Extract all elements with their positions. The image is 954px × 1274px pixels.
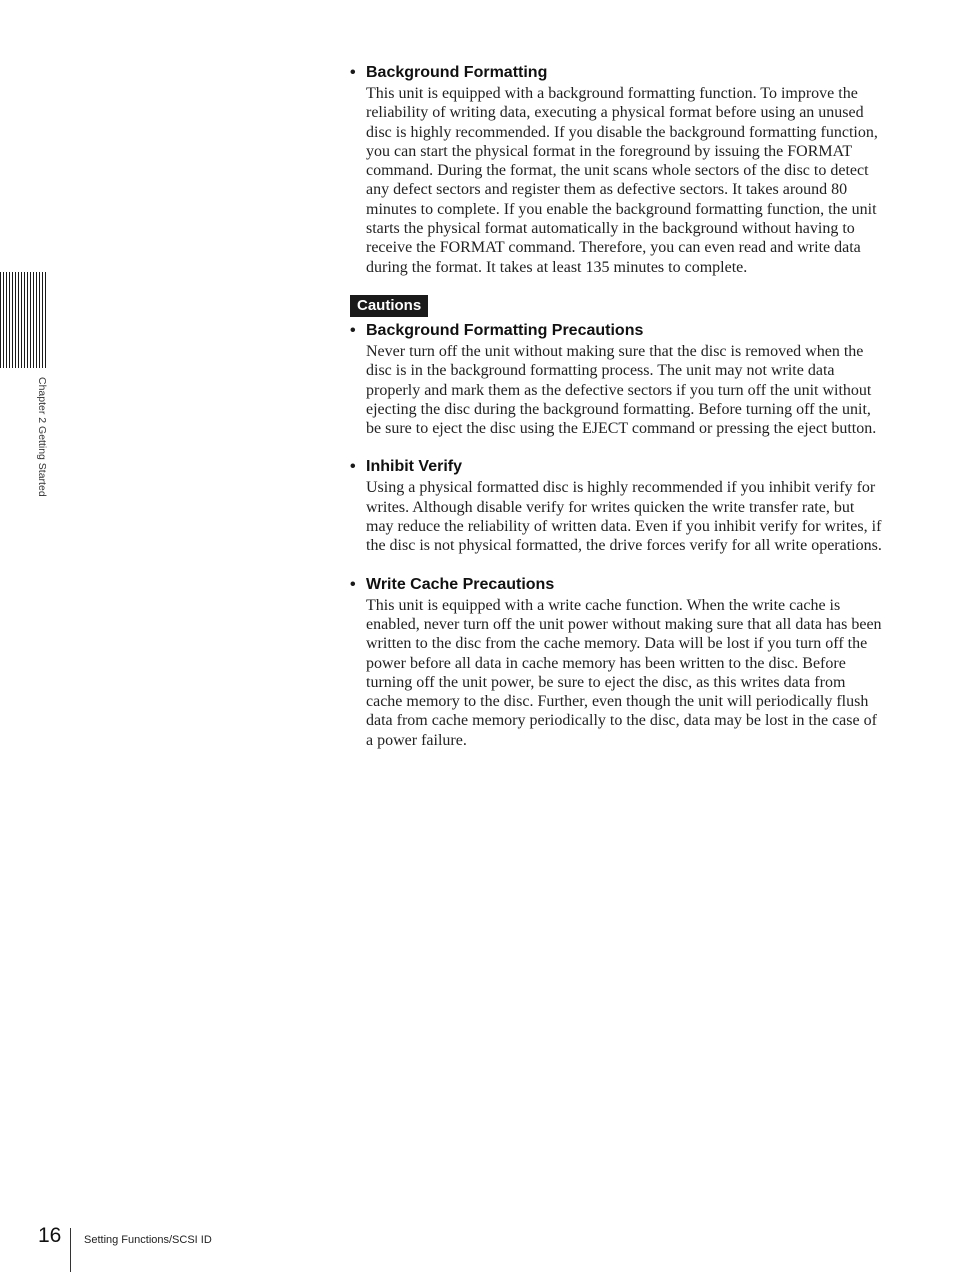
page-number: 16 bbox=[38, 1224, 62, 1247]
chapter-tab bbox=[0, 272, 48, 368]
caution-heading: Write Cache Precautions bbox=[366, 575, 555, 593]
caution-body: This unit is equipped with a write cache function. When the write cache is enabled, never turn off the unit power without making sure that all data has been written to the disc from the cache memory. Data will be lost if you turn off the power before all data in cache memory has been written to the disc. Before turning off the unit power, be sure to eject the disc, as this writes data from cache memory to the disc. Further, even though the unit will periodically flush data from cache memory periodically to the disc, data may be lost in the case of a power failure. bbox=[366, 596, 882, 749]
cautions-header bbox=[350, 295, 885, 317]
caution-body: Using a physical formatted disc is highly recommended if you inhibit verify for writes. Although disable verify for writes quicken the write transfer rate, but may reduce the reliability of written data. Even if you inhibit verify for writes, if the disc is not physical formatted, the drive forces verify for all write operations. bbox=[366, 479, 882, 555]
section-background-formatting bbox=[350, 62, 885, 277]
section-heading: Background Formatting bbox=[366, 64, 548, 81]
cautions-badge: Cautions bbox=[350, 295, 428, 317]
section-body: This unit is equipped with a background formatting function. To improve the reliability of writing data, executing a physical format before using an unused disc is highly recommended. If you disable the background formatting function, you can start the physical format in the foreground by issuing the FORMAT command. During the format, the unit scans whole sectors of the disc to detect any defect sectors and register them as defective sectors. It takes around 80 minutes to complete. If you enable the background formatting function, the unit starts the physical format automatically in the background without having to receive the FORMAT command. Therefore, you can even read and write data during the format. It takes at least 135 minutes to complete. bbox=[366, 85, 878, 276]
bullet-icon: • bbox=[350, 321, 356, 339]
bullet-icon: • bbox=[350, 575, 356, 593]
caution-write-cache-precautions bbox=[350, 574, 885, 750]
bullet-icon: • bbox=[350, 64, 356, 81]
footer-divider bbox=[70, 1228, 71, 1272]
caution-body: Never turn off the unit without making sure that the disc is removed when the disc is in the background formatting process. The unit may not write data properly and mark them as the defective sectors if you turn off the unit without ejecting the disc during the background formatting. Before turning off the unit, be sure to eject the disc using the EJECT command or pressing the eject button. bbox=[366, 342, 877, 438]
caution-background-formatting-precautions bbox=[350, 320, 885, 438]
caution-heading: Inhibit Verify bbox=[366, 458, 463, 476]
chapter-label: Chapter 2 Getting Started bbox=[36, 377, 48, 497]
bullet-icon: • bbox=[350, 458, 356, 476]
footer-section-title: Setting Functions/SCSI ID bbox=[84, 1234, 212, 1246]
main-content bbox=[350, 62, 885, 750]
caution-inhibit-verify bbox=[350, 456, 885, 555]
caution-heading: Background Formatting Precautions bbox=[366, 321, 644, 339]
